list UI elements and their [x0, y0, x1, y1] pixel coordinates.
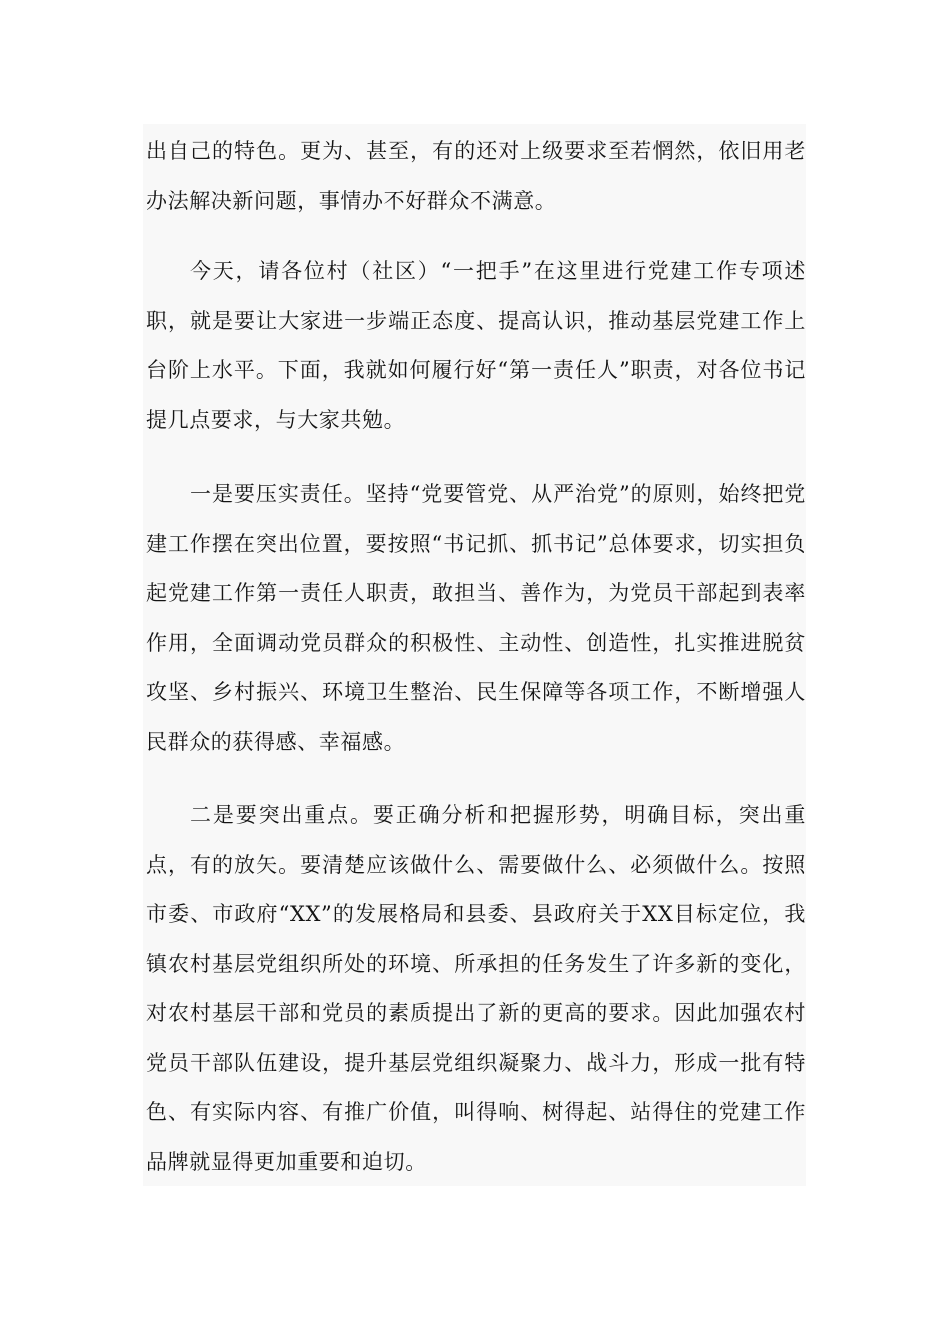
- paragraph-point-two: 二是要突出重点。要正确分析和把握形势，明确目标，突出重点，有的放矢。要清楚应该做什么、需要做什么、必须做什么。按照市委、市政府“XX”的发展格局和县委、县政府关于XX目标定位，我镇农村基层党组织所处的环境、所承担的任务发生了许多新的变化，对农村基层干部和党员的素质提出了新的更高的要求。因此加强农村党员干部队伍建设，提升基层党组织凝聚力、战斗力，形成一批有特色、有实际内容、有推广价值，叫得响、树得起、站得住的党建工作品牌就显得更加重要和迫切。: [146, 803, 806, 1174]
- paragraph-introduction: 今天，请各位村（社区）“一把手”在这里进行党建工作专项述职，就是要让大家进一步端正态度、提高认识，推动基层党建工作上台阶上水平。下面，我就如何履行好“第一责任人”职责，对各位书记提几点要求，与大家共勉。: [146, 259, 806, 432]
- paragraph-point-one: 一是要压实责任。坚持“党要管党、从严治党”的原则，始终把党建工作摆在突出位置，要按照“书记抓、抓书记”总体要求，切实担负起党建工作第一责任人职责，敢担当、善作为，为党员干部起到表率作用，全面调动党员群众的积极性、主动性、创造性，扎实推进脱贫攻坚、乡村振兴、环境卫生整治、民生保障等各项工作，不断增强人民群众的获得感、幸福感。: [146, 482, 806, 754]
- paragraph-continuation: 出自己的特色。更为、甚至，有的还对上级要求至若惘然，依旧用老办法解决新问题，事情办不好群众不满意。: [146, 139, 806, 213]
